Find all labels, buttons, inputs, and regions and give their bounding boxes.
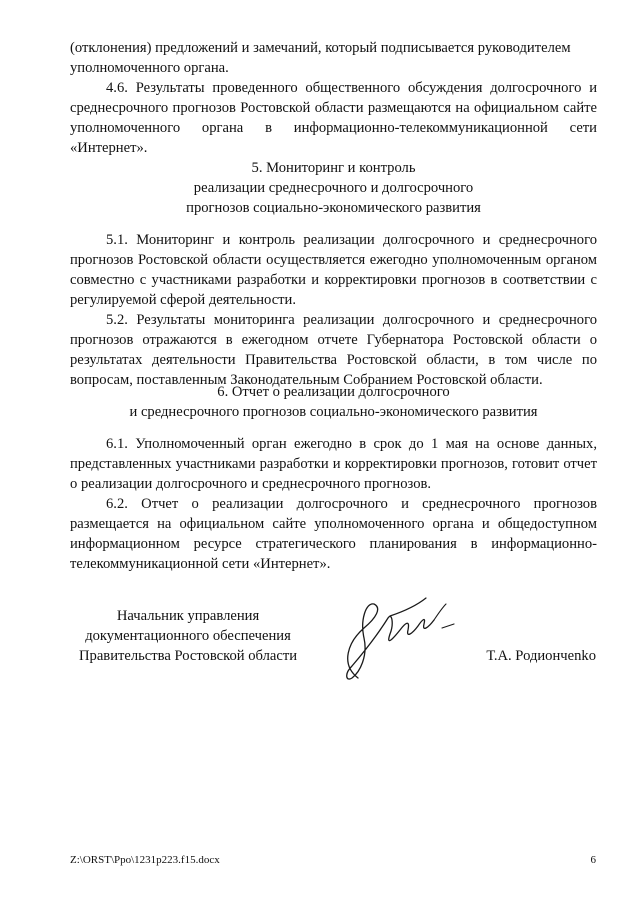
paragraph-5-1: 5.1. Мониторинг и контроль реализации долгосрочного и среднесрочного прогнозов Ростовской области осуществляется ежегодно уполномоченным органом совместно с участниками разработки и корректировки прогнозов в соответствии с регулируемой сферой деятельности. [70, 232, 597, 308]
intro-line-2: уполномоченного органа. [70, 60, 229, 76]
section-5-heading [70, 158, 597, 218]
section-6-title-line-1: 6. Отчет о реализации долгосрочного [217, 384, 450, 400]
signatory-position-line-1: Начальник управления [116, 608, 260, 624]
handwritten-signature [330, 594, 460, 686]
intro-line-1: (отклонения) предложений и замечаний, который подписывается руководителем [70, 40, 571, 56]
paragraph-4-6: 4.6. Результаты проведенного общественного обсуждения долгосрочного и среднесрочного прогнозов Ростовской области размещаются на официальном сайте уполномоченного органа в информационно-телекоммуникационной сети «Интернет». [70, 80, 597, 156]
intro-block [70, 38, 597, 158]
page-number: 6 [590, 854, 596, 866]
footer-file-path: Z:\ORST\Ppo\1231p223.f15.docx [70, 854, 220, 866]
signatory-position [68, 606, 308, 666]
signatory-position-line-3: Правительства Ростовской области [78, 648, 298, 664]
section-5-body [70, 230, 597, 390]
paragraph-6-2: 6.2. Отчет о реализации долгосрочного и среднесрочного прогнозов размещается на официальном сайте уполномоченного органа и общедоступном информационном ресурсе стратегического планирования в информационно-телекоммуникационной сети «Интернет». [70, 496, 597, 572]
paragraph-6-1: 6.1. Уполномоченный орган ежегодно в срок до 1 мая на основе данных, представленных участниками разработки и корректировки прогнозов, готовит отчет о реализации долгосрочного и среднесрочного прогнозов. [70, 436, 597, 492]
signatory-name: Т.А. Родиончenko [486, 648, 596, 664]
section-5-title-line-2: реализации среднесрочного и долгосрочного [193, 180, 474, 196]
paragraph-5-2: 5.2. Результаты мониторинга реализации долгосрочного и среднесрочного прогнозов отражаются в ежегодном отчете Губернатора Ростовской области о результатах деятельности Правительства Ростовской области, в том числе по вопросам, поставленным Законодательным Собранием Ростовской области. [70, 312, 597, 388]
section-6-heading [70, 382, 597, 422]
section-5-title-line-3: прогнозов социально-экономического развития [186, 200, 481, 216]
section-6-title-line-2: и среднесрочного прогнозов социально-экономического развития [129, 404, 538, 420]
section-5-title-line-1: 5. Мониторинг и контроль [251, 160, 416, 176]
section-6-body [70, 434, 597, 574]
signatory-position-line-2: документационного обеспечения [85, 628, 291, 644]
